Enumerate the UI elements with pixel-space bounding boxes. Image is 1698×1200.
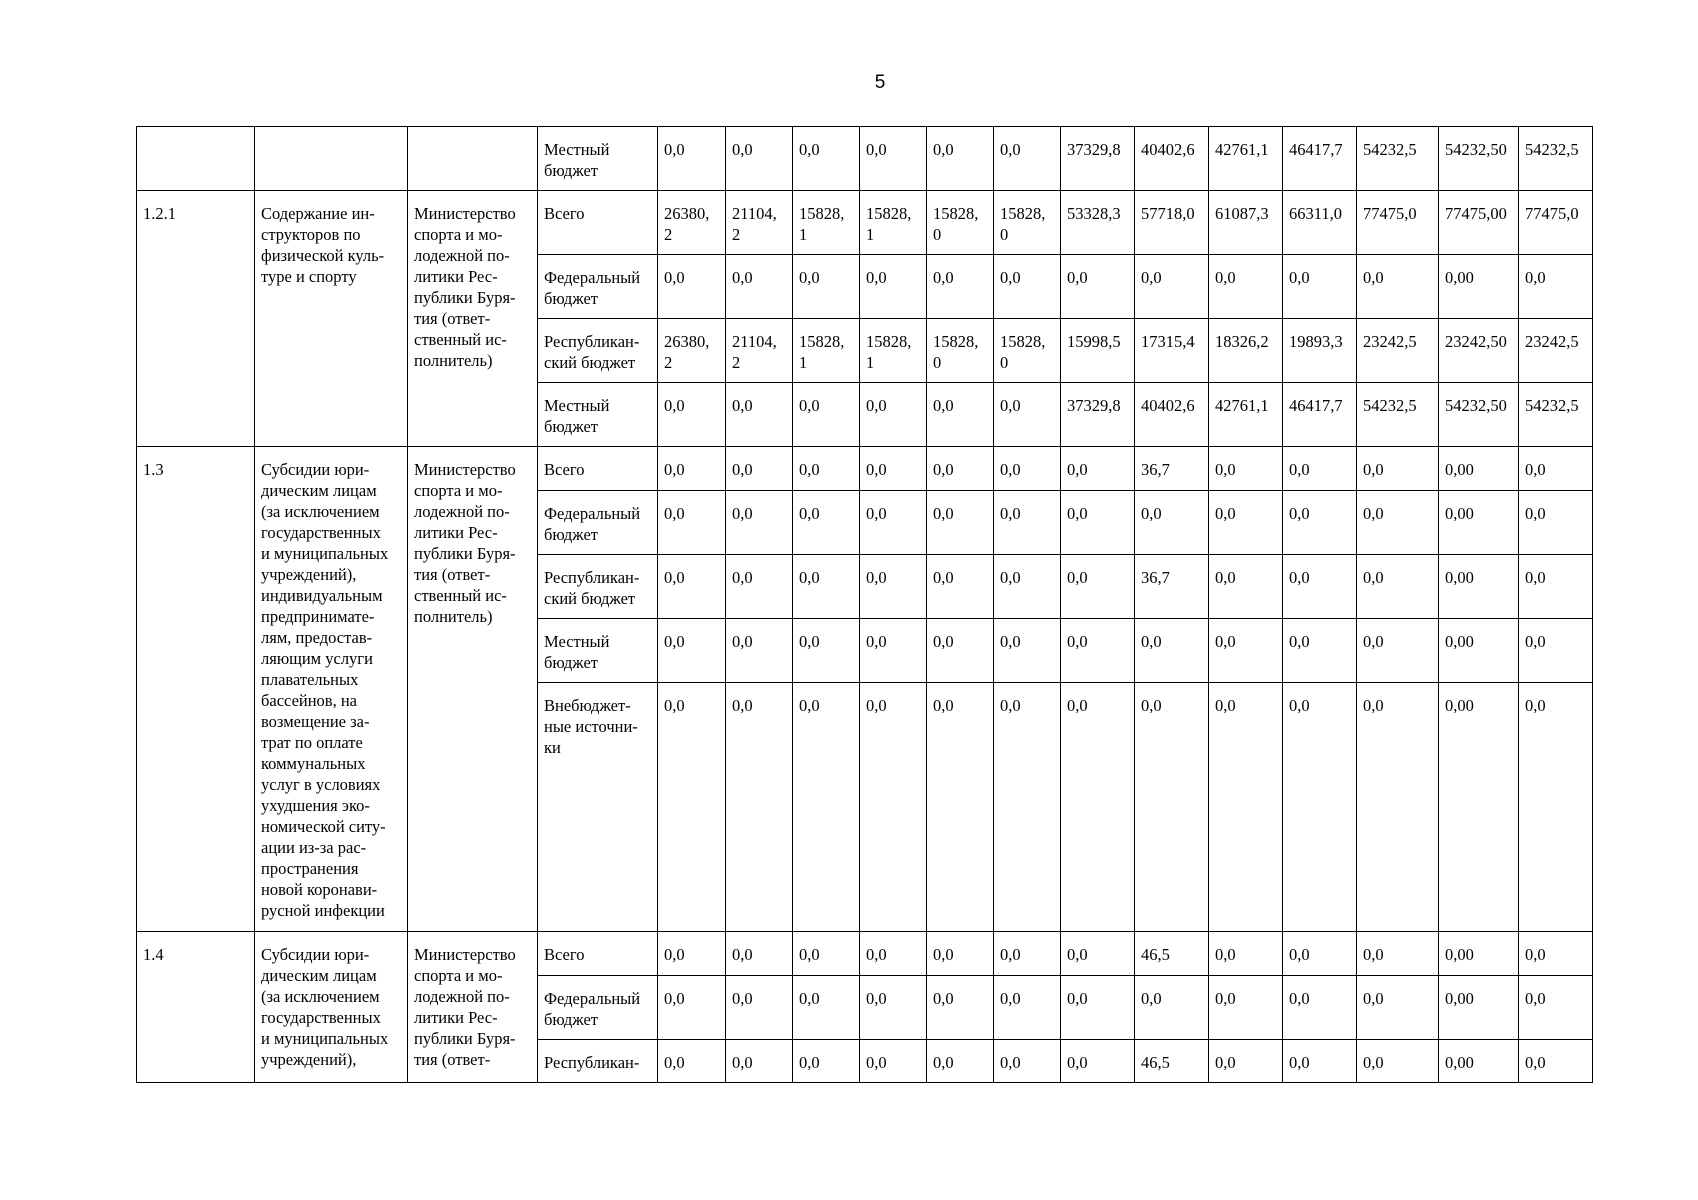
value-cell: 46,5 bbox=[1135, 932, 1209, 976]
value-cell: 0,0 bbox=[860, 127, 927, 191]
value-cell: 0,0 bbox=[793, 683, 860, 932]
value-cell: 0,0 bbox=[1357, 255, 1439, 319]
value-cell: 0,0 bbox=[658, 127, 726, 191]
value-cell: 0,0 bbox=[793, 127, 860, 191]
value-cell: 0,0 bbox=[927, 127, 994, 191]
value-cell: 0,0 bbox=[793, 491, 860, 555]
value-cell: 0,0 bbox=[1283, 555, 1357, 619]
value-cell: 36,7 bbox=[1135, 555, 1209, 619]
value-cell: 0,0 bbox=[793, 619, 860, 683]
source-cell: Местный бюджет bbox=[538, 619, 658, 683]
table-row bbox=[137, 447, 1593, 491]
value-cell: 0,0 bbox=[1519, 447, 1593, 491]
value-cell: 54232,50 bbox=[1439, 383, 1519, 447]
value-cell: 0,0 bbox=[994, 383, 1061, 447]
value-cell: 0,0 bbox=[1209, 491, 1283, 555]
value-cell: 0,0 bbox=[1283, 932, 1357, 976]
value-cell: 0,0 bbox=[1283, 683, 1357, 932]
value-cell: 0,00 bbox=[1439, 491, 1519, 555]
value-cell: 0,0 bbox=[994, 683, 1061, 932]
value-cell: 0,0 bbox=[658, 1040, 726, 1083]
value-cell: 0,0 bbox=[927, 976, 994, 1040]
value-cell: 0,0 bbox=[1061, 255, 1135, 319]
value-cell: 0,0 bbox=[994, 447, 1061, 491]
value-cell: 0,0 bbox=[1357, 447, 1439, 491]
value-cell: 0,0 bbox=[726, 555, 793, 619]
value-cell: 46417,7 bbox=[1283, 127, 1357, 191]
code-cell bbox=[137, 127, 255, 191]
value-cell: 0,0 bbox=[1135, 491, 1209, 555]
value-cell: 0,0 bbox=[994, 127, 1061, 191]
value-cell: 0,0 bbox=[1209, 932, 1283, 976]
name-cell: Содержание ин- структоров по физической куль- туре и спорту bbox=[255, 191, 408, 447]
value-cell: 0,0 bbox=[726, 447, 793, 491]
value-cell: 0,00 bbox=[1439, 932, 1519, 976]
value-cell: 0,0 bbox=[1519, 932, 1593, 976]
value-cell: 0,0 bbox=[1209, 1040, 1283, 1083]
value-cell: 17315,4 bbox=[1135, 319, 1209, 383]
value-cell: 26380, 2 bbox=[658, 191, 726, 255]
value-cell: 0,0 bbox=[1283, 255, 1357, 319]
value-cell: 0,0 bbox=[1357, 932, 1439, 976]
value-cell: 0,0 bbox=[1061, 491, 1135, 555]
value-cell: 54232,50 bbox=[1439, 127, 1519, 191]
value-cell: 0,0 bbox=[860, 491, 927, 555]
value-cell: 40402,6 bbox=[1135, 127, 1209, 191]
value-cell: 0,00 bbox=[1439, 619, 1519, 683]
source-cell: Всего bbox=[538, 191, 658, 255]
value-cell: 0,0 bbox=[1209, 619, 1283, 683]
value-cell: 0,00 bbox=[1439, 1040, 1519, 1083]
value-cell: 0,0 bbox=[1357, 976, 1439, 1040]
source-cell: Местный бюджет bbox=[538, 383, 658, 447]
value-cell: 54232,5 bbox=[1357, 127, 1439, 191]
value-cell: 0,0 bbox=[927, 1040, 994, 1083]
value-cell: 0,0 bbox=[1135, 255, 1209, 319]
value-cell: 0,0 bbox=[658, 491, 726, 555]
value-cell: 0,0 bbox=[1061, 976, 1135, 1040]
value-cell: 77475,00 bbox=[1439, 191, 1519, 255]
value-cell: 15828, 0 bbox=[994, 191, 1061, 255]
value-cell: 0,0 bbox=[927, 683, 994, 932]
page-number: 5 bbox=[874, 72, 886, 93]
value-cell: 0,0 bbox=[860, 932, 927, 976]
value-cell: 0,0 bbox=[927, 932, 994, 976]
value-cell: 0,0 bbox=[860, 555, 927, 619]
value-cell: 57718,0 bbox=[1135, 191, 1209, 255]
executor-cell: Министерство спорта и мо- лодежной по- литики Рес- публики Буря- тия (ответ- ственный ис- полнитель) bbox=[408, 447, 538, 932]
value-cell: 0,0 bbox=[658, 383, 726, 447]
value-cell: 0,0 bbox=[1357, 491, 1439, 555]
value-cell: 40402,6 bbox=[1135, 383, 1209, 447]
value-cell: 37329,8 bbox=[1061, 383, 1135, 447]
value-cell: 21104, 2 bbox=[726, 191, 793, 255]
value-cell: 23242,50 bbox=[1439, 319, 1519, 383]
value-cell: 0,00 bbox=[1439, 255, 1519, 319]
value-cell: 0,0 bbox=[994, 555, 1061, 619]
value-cell: 66311,0 bbox=[1283, 191, 1357, 255]
value-cell: 77475,0 bbox=[1519, 191, 1593, 255]
value-cell: 0,0 bbox=[1061, 619, 1135, 683]
value-cell: 15828, 1 bbox=[793, 319, 860, 383]
value-cell: 0,0 bbox=[994, 619, 1061, 683]
value-cell: 0,0 bbox=[1061, 447, 1135, 491]
value-cell: 0,0 bbox=[1061, 683, 1135, 932]
value-cell: 54232,5 bbox=[1357, 383, 1439, 447]
value-cell: 0,0 bbox=[658, 255, 726, 319]
value-cell: 0,0 bbox=[927, 255, 994, 319]
value-cell: 0,00 bbox=[1439, 683, 1519, 932]
value-cell: 46,5 bbox=[1135, 1040, 1209, 1083]
value-cell: 0,0 bbox=[726, 255, 793, 319]
budget-table bbox=[136, 126, 1593, 1083]
value-cell: 15828, 0 bbox=[927, 319, 994, 383]
value-cell: 0,0 bbox=[860, 976, 927, 1040]
value-cell: 0,0 bbox=[726, 619, 793, 683]
code-cell: 1.3 bbox=[137, 447, 255, 932]
value-cell: 0,0 bbox=[1283, 619, 1357, 683]
value-cell: 0,0 bbox=[658, 447, 726, 491]
table-row bbox=[137, 127, 1593, 191]
code-cell: 1.4 bbox=[137, 932, 255, 1083]
value-cell: 26380, 2 bbox=[658, 319, 726, 383]
value-cell: 0,0 bbox=[927, 447, 994, 491]
value-cell: 0,0 bbox=[658, 683, 726, 932]
value-cell: 0,0 bbox=[860, 383, 927, 447]
value-cell: 77475,0 bbox=[1357, 191, 1439, 255]
value-cell: 0,0 bbox=[1209, 447, 1283, 491]
value-cell: 15828, 1 bbox=[793, 191, 860, 255]
value-cell: 54232,5 bbox=[1519, 127, 1593, 191]
value-cell: 15998,5 bbox=[1061, 319, 1135, 383]
value-cell: 0,0 bbox=[793, 932, 860, 976]
value-cell: 0,0 bbox=[860, 683, 927, 932]
value-cell: 0,0 bbox=[1209, 255, 1283, 319]
value-cell: 0,0 bbox=[860, 1040, 927, 1083]
value-cell: 37329,8 bbox=[1061, 127, 1135, 191]
value-cell: 23242,5 bbox=[1519, 319, 1593, 383]
name-cell bbox=[255, 127, 408, 191]
executor-cell: Министерство спорта и мо- лодежной по- литики Рес- публики Буря- тия (ответ- ственный ис- полнитель) bbox=[408, 191, 538, 447]
value-cell: 0,0 bbox=[860, 447, 927, 491]
value-cell: 0,0 bbox=[1061, 1040, 1135, 1083]
value-cell: 0,0 bbox=[1061, 555, 1135, 619]
value-cell: 0,0 bbox=[726, 1040, 793, 1083]
value-cell: 0,0 bbox=[994, 932, 1061, 976]
value-cell: 0,0 bbox=[1519, 255, 1593, 319]
source-cell: Республикан- ский бюджет bbox=[538, 555, 658, 619]
code-cell: 1.2.1 bbox=[137, 191, 255, 447]
value-cell: 0,0 bbox=[726, 976, 793, 1040]
value-cell: 0,0 bbox=[1283, 491, 1357, 555]
value-cell: 42761,1 bbox=[1209, 383, 1283, 447]
value-cell: 36,7 bbox=[1135, 447, 1209, 491]
value-cell: 0,00 bbox=[1439, 555, 1519, 619]
value-cell: 0,0 bbox=[793, 447, 860, 491]
source-cell: Внебюджет- ные источни- ки bbox=[538, 683, 658, 932]
value-cell: 0,0 bbox=[994, 1040, 1061, 1083]
value-cell: 0,0 bbox=[1357, 683, 1439, 932]
value-cell: 0,00 bbox=[1439, 447, 1519, 491]
value-cell: 0,0 bbox=[860, 619, 927, 683]
value-cell: 0,0 bbox=[793, 976, 860, 1040]
table-row bbox=[137, 191, 1593, 255]
value-cell: 0,0 bbox=[1283, 447, 1357, 491]
value-cell: 0,0 bbox=[1357, 619, 1439, 683]
source-cell: Местный бюджет bbox=[538, 127, 658, 191]
source-cell: Федеральный бюджет bbox=[538, 255, 658, 319]
value-cell: 0,0 bbox=[1519, 555, 1593, 619]
source-cell: Всего bbox=[538, 447, 658, 491]
value-cell: 19893,3 bbox=[1283, 319, 1357, 383]
value-cell: 15828, 0 bbox=[927, 191, 994, 255]
value-cell: 0,0 bbox=[1519, 683, 1593, 932]
value-cell: 0,0 bbox=[1283, 976, 1357, 1040]
value-cell: 0,0 bbox=[860, 255, 927, 319]
value-cell: 53328,3 bbox=[1061, 191, 1135, 255]
value-cell: 0,0 bbox=[927, 619, 994, 683]
value-cell: 0,0 bbox=[726, 932, 793, 976]
value-cell: 0,0 bbox=[658, 932, 726, 976]
value-cell: 0,0 bbox=[1135, 683, 1209, 932]
value-cell: 0,0 bbox=[793, 383, 860, 447]
value-cell: 0,0 bbox=[1519, 619, 1593, 683]
value-cell: 0,00 bbox=[1439, 976, 1519, 1040]
value-cell: 15828, 1 bbox=[860, 319, 927, 383]
name-cell: Субсидии юри- дическим лицам (за исключением государственных и муниципальных учреждений), bbox=[255, 932, 408, 1083]
value-cell: 0,0 bbox=[726, 383, 793, 447]
value-cell: 15828, 0 bbox=[994, 319, 1061, 383]
value-cell: 0,0 bbox=[1135, 619, 1209, 683]
value-cell: 0,0 bbox=[994, 976, 1061, 1040]
value-cell: 0,0 bbox=[1519, 491, 1593, 555]
executor-cell: Министерство спорта и мо- лодежной по- литики Рес- публики Буря- тия (ответ- bbox=[408, 932, 538, 1083]
value-cell: 23242,5 bbox=[1357, 319, 1439, 383]
value-cell: 0,0 bbox=[1519, 1040, 1593, 1083]
value-cell: 0,0 bbox=[658, 976, 726, 1040]
value-cell: 0,0 bbox=[927, 491, 994, 555]
value-cell: 0,0 bbox=[658, 555, 726, 619]
value-cell: 46417,7 bbox=[1283, 383, 1357, 447]
source-cell: Республикан- bbox=[538, 1040, 658, 1083]
value-cell: 0,0 bbox=[793, 255, 860, 319]
value-cell: 0,0 bbox=[994, 491, 1061, 555]
value-cell: 0,0 bbox=[793, 1040, 860, 1083]
value-cell: 0,0 bbox=[726, 491, 793, 555]
source-cell: Республикан- ский бюджет bbox=[538, 319, 658, 383]
value-cell: 0,0 bbox=[927, 555, 994, 619]
value-cell: 0,0 bbox=[1061, 932, 1135, 976]
value-cell: 0,0 bbox=[726, 127, 793, 191]
source-cell: Федеральный бюджет bbox=[538, 976, 658, 1040]
value-cell: 54232,5 bbox=[1519, 383, 1593, 447]
value-cell: 18326,2 bbox=[1209, 319, 1283, 383]
source-cell: Федеральный бюджет bbox=[538, 491, 658, 555]
value-cell: 0,0 bbox=[1209, 683, 1283, 932]
value-cell: 0,0 bbox=[1519, 976, 1593, 1040]
name-cell: Субсидии юри- дическим лицам (за исключением государственных и муниципальных учреждений), индивидуальным предпринимате- лям, предостав- ляющим услуги плавательных бассейнов, на возмещение за- трат по оплате коммунальных услуг в условиях ухудшения эко- номической ситу- ации из-за рас- пространения новой коронави- русной инфекции bbox=[255, 447, 408, 932]
value-cell: 0,0 bbox=[927, 383, 994, 447]
value-cell: 61087,3 bbox=[1209, 191, 1283, 255]
value-cell: 0,0 bbox=[1357, 1040, 1439, 1083]
value-cell: 15828, 1 bbox=[860, 191, 927, 255]
value-cell: 0,0 bbox=[726, 683, 793, 932]
value-cell: 0,0 bbox=[793, 555, 860, 619]
value-cell: 0,0 bbox=[1283, 1040, 1357, 1083]
value-cell: 0,0 bbox=[1209, 555, 1283, 619]
executor-cell bbox=[408, 127, 538, 191]
source-cell: Всего bbox=[538, 932, 658, 976]
value-cell: 0,0 bbox=[1357, 555, 1439, 619]
table-row bbox=[137, 932, 1593, 976]
value-cell: 0,0 bbox=[1135, 976, 1209, 1040]
value-cell: 42761,1 bbox=[1209, 127, 1283, 191]
value-cell: 0,0 bbox=[658, 619, 726, 683]
value-cell: 0,0 bbox=[1209, 976, 1283, 1040]
value-cell: 21104, 2 bbox=[726, 319, 793, 383]
value-cell: 0,0 bbox=[994, 255, 1061, 319]
